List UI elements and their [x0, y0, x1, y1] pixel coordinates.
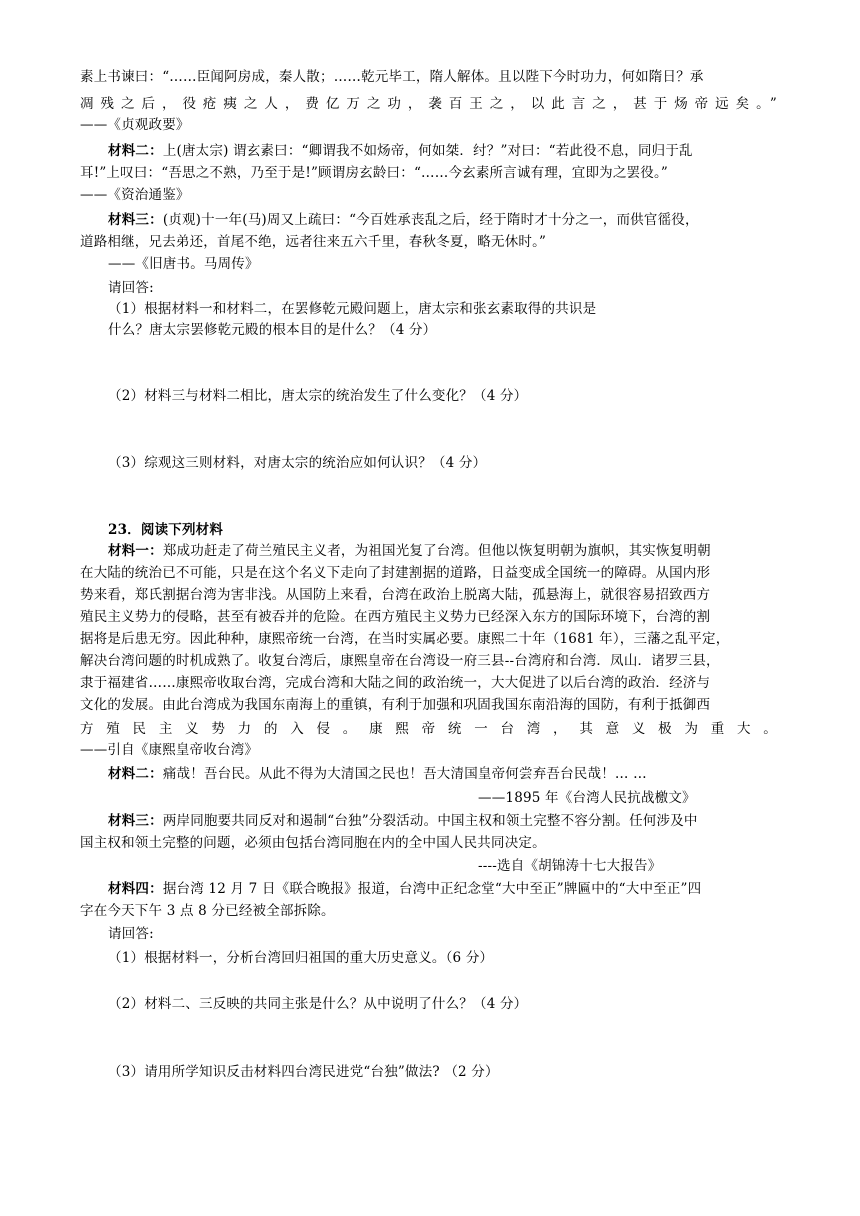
- q22-material3-source: ——《旧唐书。马周传》: [108, 256, 259, 272]
- q22-material2-source: ——《资治通鉴》: [80, 187, 190, 203]
- q23-material3-label: 材料三：: [108, 813, 163, 829]
- q22-ask: 请回答:: [108, 280, 154, 296]
- q23-material1-label: 材料一：: [108, 543, 163, 559]
- q23-material4-line1: 材料四：据台湾 12 月 7 日《联合晚报》报道，台湾中正纪念堂“大中至正”牌匾中的“大中至正”四: [108, 881, 702, 897]
- q23-material1-line4: 殖民主义势力的侵略，甚至有被吞并的危险。在西方殖民主义势力已经深入东方的国际环境下，台湾的割: [80, 609, 711, 625]
- q23-material1-line6: 解决台湾问题的时机成熟了。收复台湾后，康熙皇帝在台湾设一府三县--台湾府和台湾．凤山．诸罗三县，: [80, 653, 720, 669]
- q22-material1-line2: 凋残之后，役疮痍之人，费亿万之功，袭百王之，以此言之，甚于炀帝远矣。”: [80, 96, 777, 112]
- q23-ask: 请回答:: [108, 926, 154, 942]
- q23-material3-source: ----选自《胡锦涛十七大报告》: [478, 858, 662, 874]
- q22-question1-line2: 什么？唐太宗罢修乾元殿的根本目的是什么？（4 分）: [108, 322, 437, 338]
- q23-material3-line1: 材料三：两岸同胞要共同反对和遏制“台独”分裂活动。中国主权和领土完整不容分割。任何涉及中: [108, 813, 698, 829]
- q23-material1-line2: 在大陆的统治已不可能，只是在这个名义下走向了封建割据的道路，日益变成全国统一的障碍。从国内形: [80, 565, 711, 581]
- q22-material3-line1: 材料三：(贞观)十一年(马)周又上疏曰：“今百姓承丧乱之后，经于隋时才十分之一，而供官徭役，: [108, 212, 699, 228]
- q23-material2-label: 材料二：: [108, 766, 163, 782]
- q22-material2-line2: 耳!”上叹曰：“吾思之不熟，乃至于是!”顾谓房玄龄曰：“……今玄素所言诚有理，宜即为之罢役。”: [80, 165, 669, 181]
- q23-question2: （2）材料二、三反映的共同主张是什么？从中说明了什么？（4 分）: [108, 996, 528, 1012]
- q22-question1-line1: （1）根据材料一和材料二，在罢修乾元殿问题上，唐太宗和张玄素取得的共识是: [108, 301, 597, 317]
- q23-material1-line5: 据将是后患无穷。因此种种，康熙帝统一台湾，在当时实属必要。康熙二十年（1681 年），三藩之乱平定，: [80, 631, 730, 647]
- q23-question3: （3）请用所学知识反击材料四台湾民进党“台独”做法? （2 分）: [108, 1064, 499, 1080]
- q23-heading: 23．阅读下列材料: [108, 522, 224, 538]
- q23-material1-line7: 隶于福建省……康熙帝收取台湾，完成台湾和大陆之间的政治统一，大大促进了以后台湾的政治．经济与: [80, 675, 711, 691]
- q23-material2-source: ——1895 年《台湾人民抗战檄文》: [478, 790, 696, 806]
- q22-material2-line1: 材料二：上(唐太宗) 谓玄素曰：“卿谓我不如炀帝，何如桀．纣？”对曰：“若此役不息，同归于乱: [108, 143, 693, 159]
- q22-material3-label: 材料三：: [108, 212, 163, 228]
- q23-question1: （1）根据材料一，分析台湾回归祖国的重大历史意义。（6 分）: [108, 950, 494, 966]
- q22-material2-label: 材料二：: [108, 143, 163, 159]
- q22-material1-source: ——《贞观政要》: [80, 117, 190, 133]
- q22-question3: （3）综观这三则材料，对唐太宗的统治应如何认识？（4 分）: [108, 455, 487, 471]
- q23-material4-label: 材料四：: [108, 881, 163, 897]
- q23-material2: 材料二：痛哉！吾台民。从此不得为大清国之民也！吾大清国皇帝何尝弃吾台民哉！… …: [108, 766, 647, 782]
- q22-material1-line1: 素上书谏曰：“……臣闻阿房成，秦人散；……乾元毕工，隋人解体。且以陛下今时功力，何如隋日？承: [80, 69, 704, 85]
- q23-material4-line2: 字在今天下午 3 点 8 分已经被全部拆除。: [80, 903, 335, 919]
- q23-material1-line3: 势来看，郑氏割据台湾为害非浅。从国防上来看，台湾在政治上脱离大陆，孤悬海上，就很容易招致西方: [80, 587, 711, 603]
- q22-question2: （2）材料三与材料二相比，唐太宗的统治发生了什么变化？（4 分）: [108, 388, 528, 404]
- q23-material1-line8: 文化的发展。由此台湾成为我国东南海上的重镇，有利于加强和巩固我国东南沿海的国防，有利于抵御西: [80, 697, 711, 713]
- q23-material1-source: ——引自《康熙皇帝收台湾》: [80, 742, 259, 758]
- q23-material3-line2: 国主权和领土完整的问题，必须由包括台湾同胞在内的全中国人民共同决定。: [80, 835, 546, 851]
- q23-material1-line1: 材料一：郑成功赶走了荷兰殖民主义者，为祖国光复了台湾。但他以恢复明朝为旗帜，其实恢复明朝: [108, 543, 711, 559]
- q23-material1-line9: 方殖民主义势力的入侵。康熙帝统一台湾，其意义极为重大。: [80, 721, 777, 737]
- q22-material3-line2: 道路相继，兄去弟还，首尾不绝，远者往来五六千里，春秋冬夏，略无休时。”: [80, 234, 547, 250]
